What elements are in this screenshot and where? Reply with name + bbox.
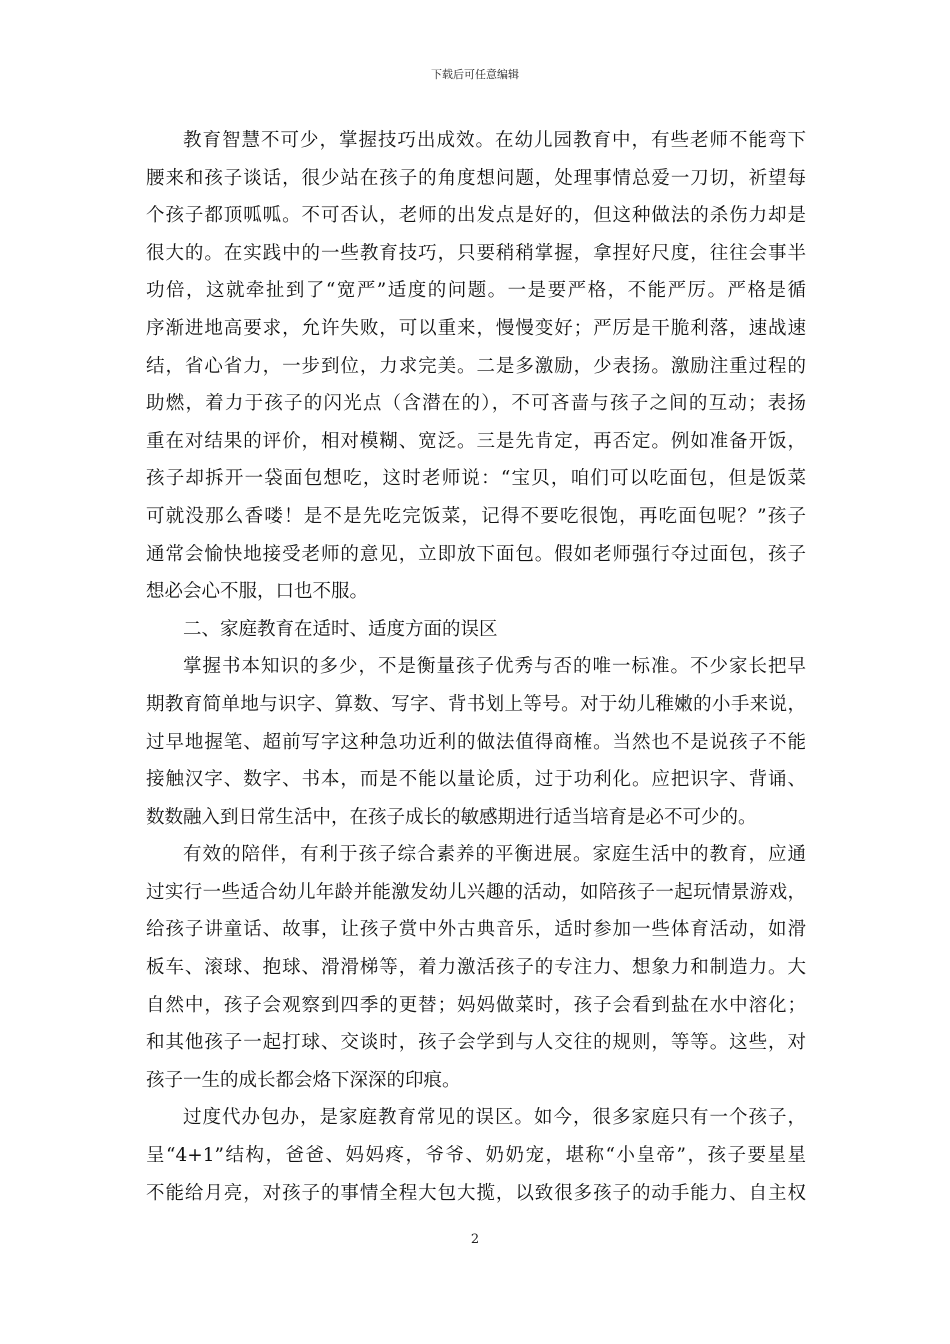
paragraph-line: 孩子却拆开一袋面包想吃，这时老师说：“宝贝，咱们可以吃面包，但是饭菜 <box>146 468 806 490</box>
paragraph-line: 很大的。在实践中的一些教育技巧，只要稍稍掌握，拿捏好尺度，往往会事半 <box>146 242 806 264</box>
paragraph-line: 和其他孩子一起打球、交谈时，孩子会学到与人交往的规则，等等。这些，对 <box>146 1032 806 1054</box>
paragraph-line: 有效的陪伴，有利于孩子综合素养的平衡进展。家庭生活中的教育，应通 <box>183 844 806 866</box>
page-number: 2 <box>470 1232 480 1247</box>
paragraph-line: 过度代办包办，是家庭教育常见的误区。如今，很多家庭只有一个孩子， <box>183 1107 806 1129</box>
paragraph-line: 掌握书本知识的多少，不是衡量孩子优秀与否的唯一标准。不少家长把早 <box>183 656 806 678</box>
paragraph-line: 助燃，着力于孩子的闪光点（含潜在的），不可吝啬与孩子之间的互动；表扬 <box>146 393 806 415</box>
paragraph-line: 呈“4+1”结构，爸爸、妈妈疼，爷爷、奶奶宠，堪称“小皇帝”，孩子要星星 <box>146 1145 806 1167</box>
paragraph-line: 孩子一生的成长都会烙下深深的印痕。 <box>146 1069 461 1091</box>
paragraph-line: 接触汉字、数字、书本，而是不能以量论质，过于功利化。应把识字、背诵、 <box>146 769 806 791</box>
paragraph-line: 期教育简单地与识字、算数、写字、背书划上等号。对于幼儿稚嫩的小手来说， <box>146 693 806 715</box>
paragraph-line: 结，省心省力，一步到位，力求完美。二是多激励，少表扬。激励注重过程的 <box>146 355 806 377</box>
paragraph-line: 功倍，这就牵扯到了“宽严”适度的问题。一是要严格，不能严厉。严格是循 <box>146 280 806 302</box>
paragraph-line: 想必会心不服，口也不服。 <box>146 581 369 603</box>
paragraph-line: 教育智慧不可少，掌握技巧出成效。在幼儿园教育中，有些老师不能弯下 <box>183 130 806 151</box>
document-body <box>146 122 806 1212</box>
page-header: 下载后可任意编辑 <box>431 68 519 81</box>
paragraph-line: 序渐进地高要求，允许失败，可以重来，慢慢变好；严厉是干脆利落，速战速 <box>146 317 806 339</box>
paragraph-line: 腰来和孩子谈话，很少站在孩子的角度想问题，处理事情总爱一刀切，祈望每 <box>146 167 806 189</box>
section-heading: 二、家庭教育在适时、适度方面的误区 <box>183 618 498 640</box>
paragraph-line: 数数融入到日常生活中，在孩子成长的敏感期进行适当培育是必不可少的。 <box>146 806 757 828</box>
paragraph-line: 过实行一些适合幼儿年龄并能激发幼儿兴趣的活动，如陪孩子一起玩情景游戏， <box>146 881 806 903</box>
paragraph-line: 通常会愉快地接受老师的意见，立即放下面包。假如老师强行夺过面包，孩子 <box>146 543 806 565</box>
paragraph-line: 不能给月亮，对孩子的事情全程大包大揽，以致很多孩子的动手能力、自主权 <box>146 1182 806 1204</box>
paragraph-line: 个孩子都顶呱呱。不可否认，老师的出发点是好的，但这种做法的杀伤力却是 <box>146 205 806 227</box>
paragraph-line: 重在对结果的评价，相对模糊、宽泛。三是先肯定，再否定。例如准备开饭， <box>146 430 806 452</box>
paragraph-line: 自然中，孩子会观察到四季的更替；妈妈做菜时，孩子会看到盐在水中溶化； <box>146 994 806 1016</box>
paragraph-line: 可就没那么香喽！是不是先吃完饭菜，记得不要吃很饱，再吃面包呢？”孩子 <box>146 505 806 527</box>
paragraph-line: 板车、滚球、抱球、滑滑梯等，着力激活孩子的专注力、想象力和制造力。大 <box>146 957 806 979</box>
paragraph-line: 给孩子讲童话、故事，让孩子赏中外古典音乐，适时参加一些体育活动，如滑 <box>146 919 806 941</box>
paragraph-line: 过早地握笔、超前写字这种急功近利的做法值得商榷。当然也不是说孩子不能 <box>146 731 806 753</box>
